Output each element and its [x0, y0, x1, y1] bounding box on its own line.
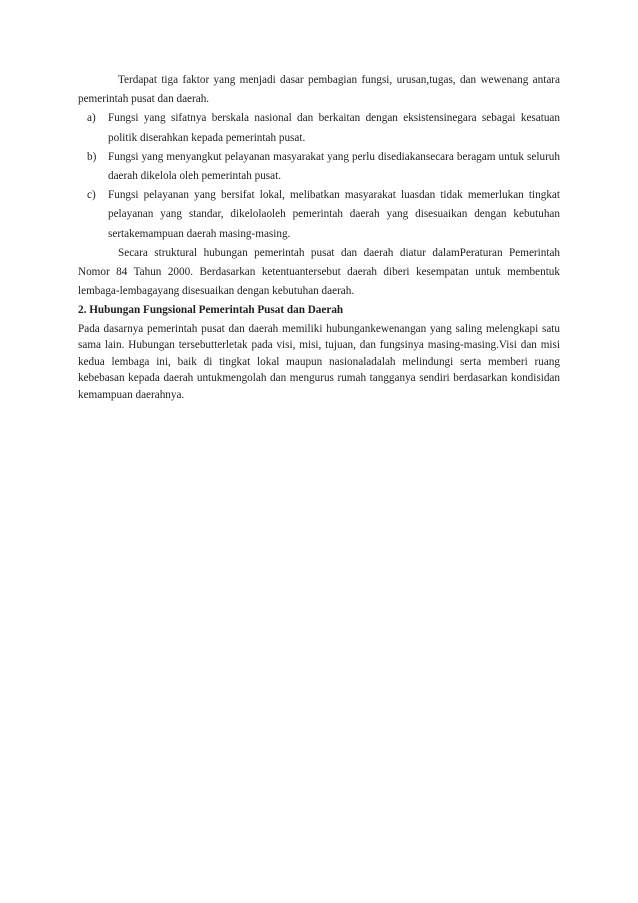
list-item-text: Fungsi yang menyangkut pelayanan masyarakat yang perlu disediakansecara beragam untuk seluruh daerah dikelola oleh pemerintah pusat. — [108, 150, 560, 183]
list-item — [78, 186, 560, 244]
factor-list — [78, 109, 560, 243]
list-item — [78, 148, 560, 186]
list-marker: b) — [87, 150, 97, 163]
list-item-text: Fungsi yang sifatnya berskala nasional dan berkaitan dengan eksistensinegara sebagai kesatuan politik diserahkan kepada pemerintah pusat. — [108, 112, 560, 144]
intro-paragraph: Terdapat tiga faktor yang menjadi dasar pembagian fungsi, urusan,tugas, dan wewenang antara pemerintah pusat dan daerah. — [78, 74, 560, 106]
structural-paragraph: Secara struktural hubungan pemerintah pusat dan daerah diatur dalamPeraturan Pemerintah Nomor 84 Tahun 2000. Berdasarkan ketentuantersebut daerah diberi kesempatan untuk membentuk lembaga-lembagayang disesuaikan dengan kebutuhan daerah. — [78, 246, 560, 298]
list-item — [78, 109, 560, 147]
functional-paragraph: Pada dasarnya pemerintah pusat dan daerah memiliki hubungankewenangan yang saling melengkapi satu sama lain. Hubungan tersebutterletak pada visi, misi, tujuan, dan fungsinya masing-masing.Visi dan misi kedua lembaga ini, baik di tingkat lokal maupun nasionaladalah melindungi serta memberi ruang kebebasan kepada daerah untukmengolah dan mengurus rumah tangganya sendiri berdasarkan kondisidan kemampuan daerahnya. — [78, 322, 560, 402]
list-marker: c) — [87, 189, 96, 202]
list-item-text: Fungsi pelayanan yang bersifat lokal, melibatkan masyarakat luasdan tidak memerlukan tingkat pelayanan yang standar, dikelolaoleh pemerintah daerah yang disesuaikan dengan kebutuhan sertakemampuan daerah masing-masing. — [108, 189, 560, 240]
list-marker: a) — [87, 112, 96, 125]
section-heading: 2. Hubungan Fungsional Pemerintah Pusat dan Daerah — [78, 304, 344, 317]
document-body — [78, 71, 560, 404]
